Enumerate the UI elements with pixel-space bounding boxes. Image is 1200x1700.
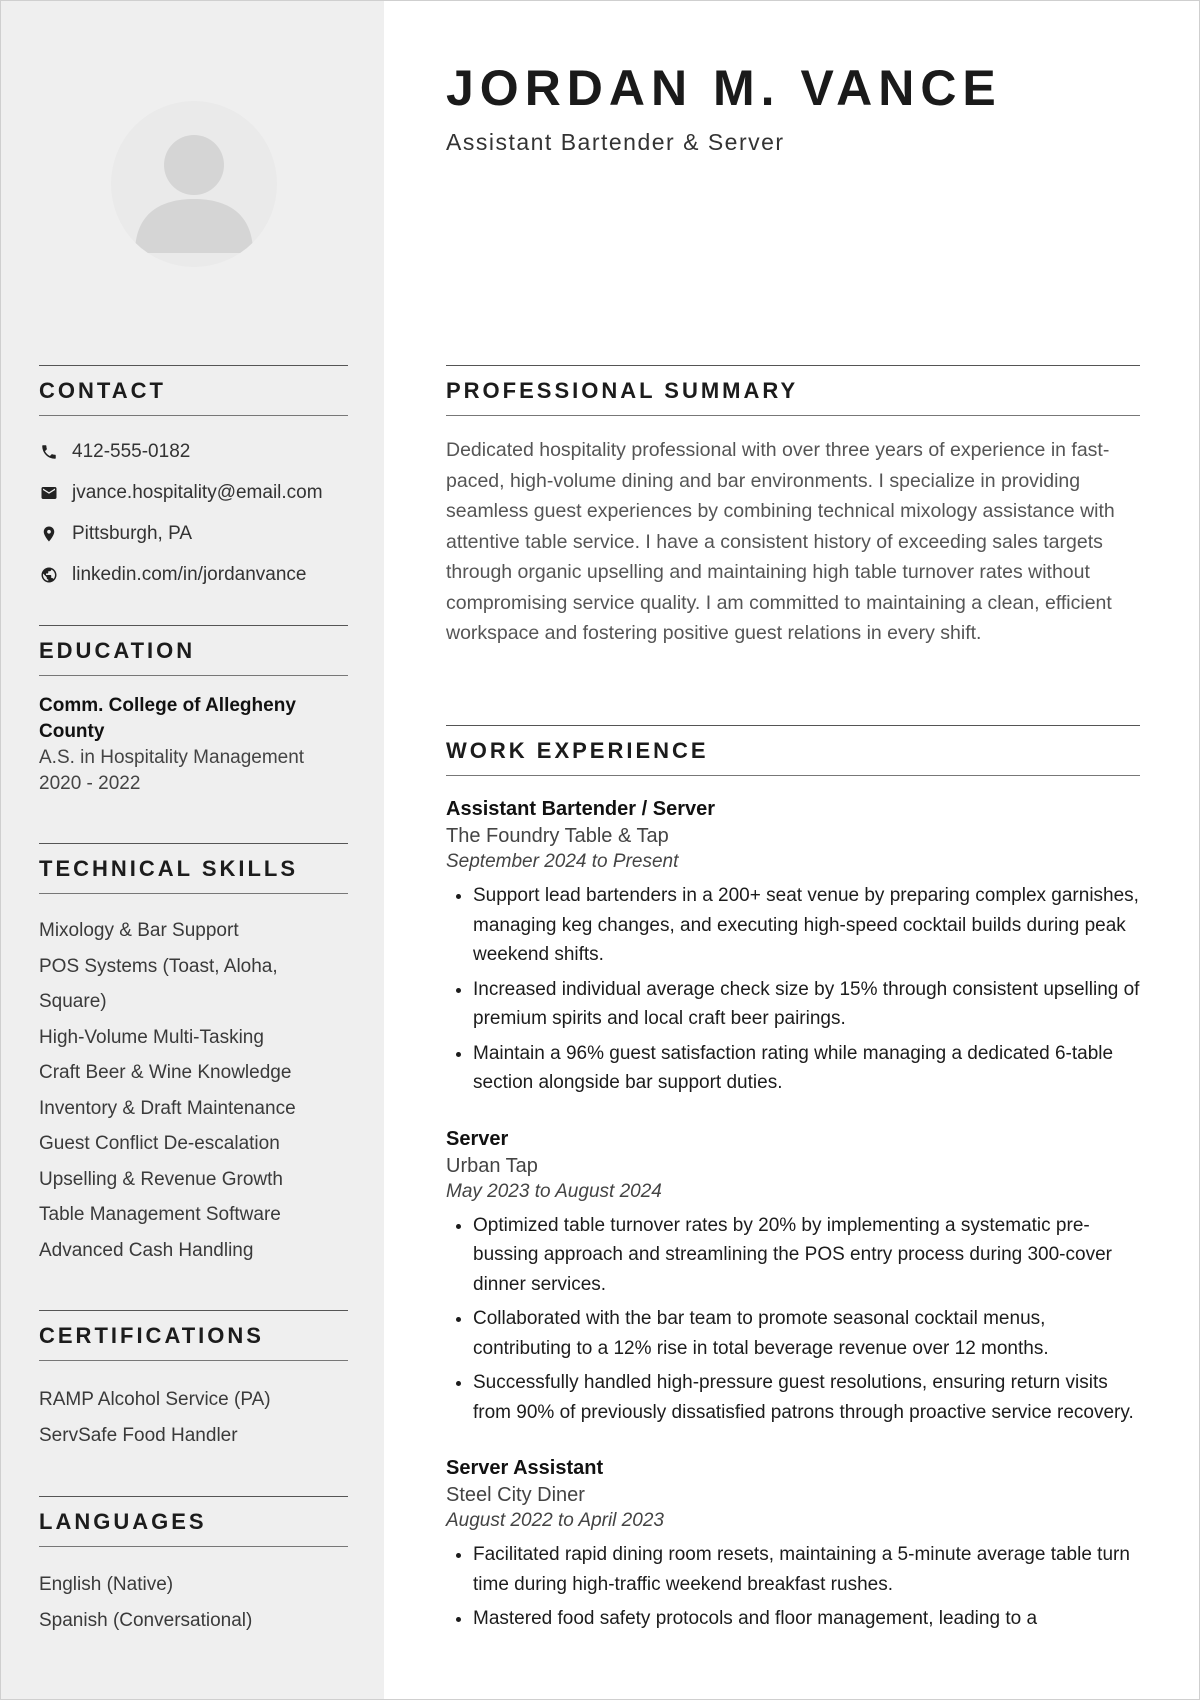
contact-heading: CONTACT <box>39 365 348 416</box>
phone-text: 412-555-0182 <box>72 440 191 462</box>
location-pin-icon <box>39 524 59 544</box>
job-bullets <box>446 1211 1146 1428</box>
job-company: Steel City Diner <box>446 1484 585 1506</box>
skill-item: Craft Beer & Wine Knowledge <box>39 1062 292 1083</box>
skill-item: Table Management Software <box>39 1204 281 1225</box>
skill-item: Mixology & Bar Support <box>39 920 239 941</box>
contact-linkedin <box>39 554 369 595</box>
job-bullet: • Collaborated with the bar team to promote seasonal cocktail menus, contributing to a 12% rise in total beverage revenue over 12 months. <box>473 1304 1146 1363</box>
contact-location <box>39 513 369 554</box>
email-icon <box>39 483 59 503</box>
job-bullet: • Facilitated rapid dining room resets, maintaining a 5-minute average table turn time during high-traffic weekend breakfast rushes. <box>473 1540 1146 1599</box>
skills-list <box>39 913 359 1268</box>
person-icon <box>111 101 277 267</box>
education-entry <box>39 693 359 797</box>
globe-icon <box>39 565 59 585</box>
job-title: Server <box>446 1127 509 1150</box>
job-bullet: • Increased individual average check size by 15% through consistent upselling of premium spirits and local craft beer pairings. <box>473 975 1146 1034</box>
certification-item: RAMP Alcohol Service (PA) <box>39 1389 271 1410</box>
job-entry <box>446 1455 1146 1634</box>
contact-list <box>39 431 369 595</box>
certifications-heading: CERTIFICATIONS <box>39 1310 348 1361</box>
job-bullet: • Mastered food safety protocols and floor management, leading to a <box>473 1604 1146 1634</box>
avatar <box>111 101 277 267</box>
job-bullet: • Successfully handled high-pressure guest resolutions, ensuring return visits from 90% of previously dissatisfied patrons through proactive service recovery. <box>473 1368 1146 1427</box>
skill-item: High-Volume Multi-Tasking <box>39 1026 264 1048</box>
job-title: Assistant Bartender / Server <box>446 798 716 820</box>
job-bullets <box>446 881 1146 1098</box>
certification-item: ServSafe Food Handler <box>39 1424 238 1446</box>
phone-icon <box>39 442 59 462</box>
language-item: Spanish (Conversational) <box>39 1609 253 1631</box>
sidebar <box>1 1 384 1699</box>
job-title: Server Assistant <box>446 1457 604 1479</box>
job-company: The Foundry Table & Tap <box>446 825 669 847</box>
skills-heading: TECHNICAL SKILLS <box>39 843 348 894</box>
job-dates: September 2024 to Present <box>446 851 679 872</box>
jobs-list <box>446 796 1146 1654</box>
education-heading: EDUCATION <box>39 625 348 676</box>
main-content <box>384 1 1199 1699</box>
email-text[interactable]: jvance.hospitality@email.com <box>72 481 323 503</box>
school-name: Comm. College of Allegheny County <box>39 695 296 742</box>
contact-phone <box>39 431 369 472</box>
summary-text: Dedicated hospitality professional with over three years of experience in fast-paced, high-volume dining and bar environments. I specialize in providing seamless guest experiences by combining technical mixology assistance with attentive table service. I have a consistent history of exceeding sales targets through organic upselling and maintaining high table turnover rates without compromising service quality. I am committed to maintaining a clean, efficient workspace and fostering positive guest relations in every shift. <box>446 439 1115 644</box>
education-years: 2020 - 2022 <box>39 773 141 794</box>
languages-heading: LANGUAGES <box>39 1496 348 1547</box>
certifications-list <box>39 1382 359 1453</box>
languages-list <box>39 1567 359 1638</box>
location-text: Pittsburgh, PA <box>72 522 193 544</box>
skill-item: Upselling & Revenue Growth <box>39 1168 283 1190</box>
skill-item: Guest Conflict De-escalation <box>39 1133 280 1154</box>
linkedin-text[interactable]: linkedin.com/in/jordanvance <box>72 563 307 585</box>
job-bullet: • Support lead bartenders in a 200+ seat venue by preparing complex garnishes, managing keg changes, and executing high-speed cocktail builds during peak weekend shifts. <box>473 881 1146 970</box>
job-entry <box>446 796 1146 1098</box>
skill-item: POS Systems (Toast, Aloha, Square) <box>39 955 278 1012</box>
job-company: Urban Tap <box>446 1154 538 1177</box>
job-dates: August 2022 to April 2023 <box>446 1510 664 1531</box>
language-item: English (Native) <box>39 1574 174 1595</box>
experience-heading: WORK EXPERIENCE <box>446 725 1140 776</box>
candidate-name: JORDAN M. VANCE <box>446 60 1002 116</box>
job-dates: May 2023 to August 2024 <box>446 1180 662 1202</box>
job-bullet: • Maintain a 96% guest satisfaction rating while managing a dedicated 6-table section alongside bar support duties. <box>473 1039 1146 1098</box>
job-bullets <box>446 1540 1146 1634</box>
degree: A.S. in Hospitality Management <box>39 747 305 768</box>
candidate-title: Assistant Bartender & Server <box>446 129 785 155</box>
job-bullet: • Optimized table turnover rates by 20% by implementing a systematic pre-bussing approach and streamlining the POS entry process during 300-cover dinner services. <box>473 1211 1146 1300</box>
job-entry <box>446 1126 1146 1428</box>
skill-item: Inventory & Draft Maintenance <box>39 1097 296 1119</box>
skill-item: Advanced Cash Handling <box>39 1239 254 1261</box>
summary-heading: PROFESSIONAL SUMMARY <box>446 365 1140 416</box>
contact-email <box>39 472 369 513</box>
